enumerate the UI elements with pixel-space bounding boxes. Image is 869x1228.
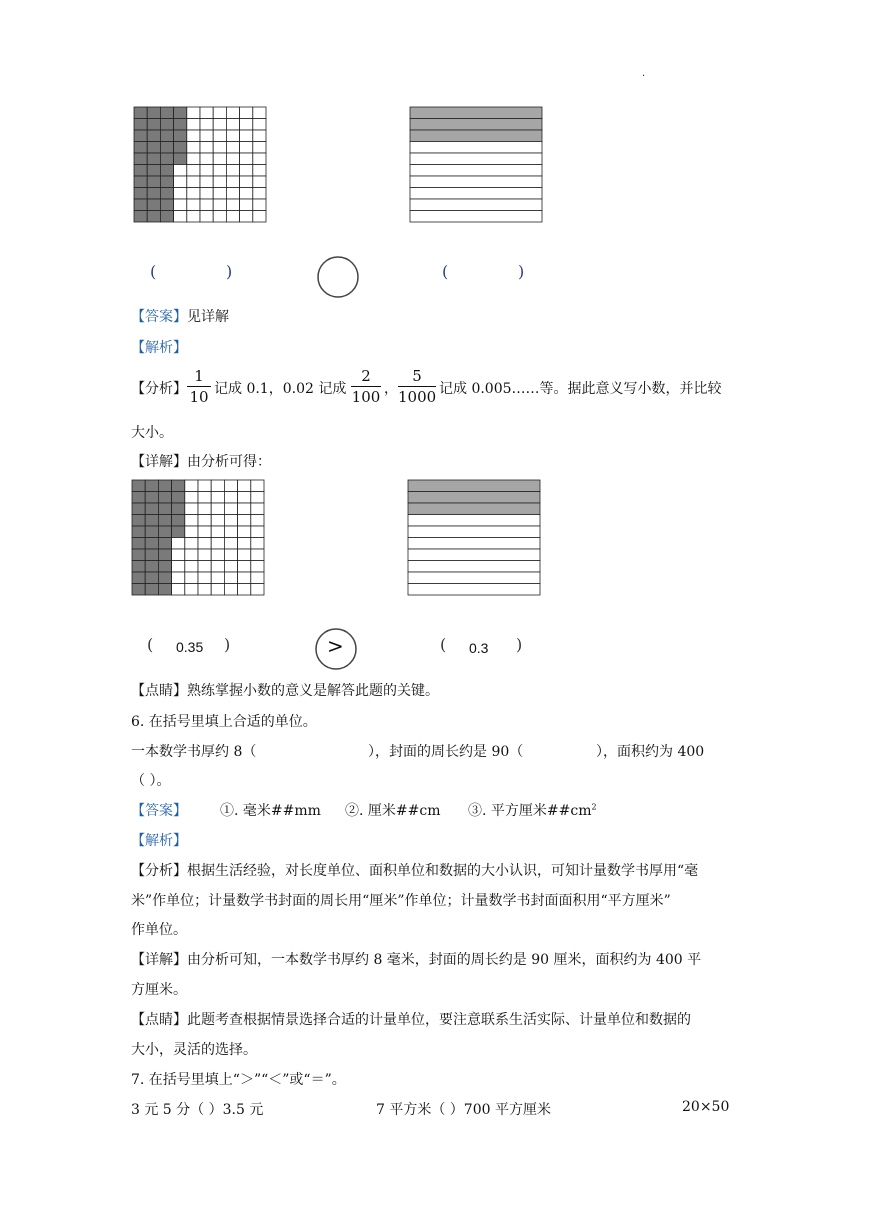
shaded-cell [160, 165, 173, 177]
fenxi-text-3: 记成 0.005……等。据此意义写小数，并比较 [439, 381, 722, 397]
q6-xiangjie-line2: 方厘米。 [131, 982, 187, 998]
grid-cell [253, 199, 266, 211]
shaded-cell [132, 526, 145, 538]
grid-cell [253, 153, 266, 165]
strip [410, 176, 542, 188]
shaded-cell [174, 119, 187, 131]
shaded-cell [134, 119, 147, 131]
shaded-cell [158, 549, 171, 561]
q6-answer-3 [468, 800, 597, 820]
hundred-grid-figure-2 [131, 479, 265, 596]
grid-cell [224, 584, 237, 596]
shaded-cell [158, 561, 171, 573]
grid-cell [198, 515, 211, 527]
q6-analysis-tag: 【解析】 [131, 833, 187, 849]
shaded-strip [410, 119, 542, 131]
strip [408, 515, 540, 527]
shaded-cell [147, 130, 160, 142]
shaded-cell [160, 211, 173, 223]
q6-line2: （ ）。 [131, 773, 171, 789]
grid-cell [253, 176, 266, 188]
grid-cell [226, 199, 239, 211]
shaded-cell [160, 199, 173, 211]
grid-cell [185, 538, 198, 550]
shaded-strip [410, 107, 542, 119]
shaded-cell [134, 211, 147, 223]
shaded-cell [145, 503, 158, 515]
shaded-cell [160, 188, 173, 200]
q6-answer-1: ①. 毫米##mm [220, 803, 321, 819]
fenxi-text-2: ， [384, 381, 398, 397]
grid-cell [253, 142, 266, 154]
q6-fenxi-line3: 作单位。 [131, 922, 187, 938]
grid-cell [200, 176, 213, 188]
shaded-cell [134, 176, 147, 188]
shaded-cell [174, 142, 187, 154]
grid-cell [226, 176, 239, 188]
xiangjie-line [131, 451, 271, 471]
fraction-numerator: 5 [412, 367, 422, 385]
grid-cell [211, 549, 224, 561]
q7-title: 7. 在括号里填上“＞”“＜”或“＝”。 [131, 1072, 346, 1088]
shaded-cell [147, 119, 160, 131]
shaded-strip [408, 492, 540, 504]
shaded-cell [160, 107, 173, 119]
dianjing-text: 熟练掌握小数的意义是解答此题的关键。 [187, 683, 439, 699]
fraction-2-100 [351, 366, 381, 407]
grid-cell [240, 142, 253, 154]
grid-cell [251, 561, 264, 573]
q6-dianjing-line2: 大小，灵活的选择。 [131, 1042, 257, 1058]
grid-cell [238, 584, 251, 596]
grid-cell [238, 515, 251, 527]
shaded-cell [134, 165, 147, 177]
paren-open: ( [150, 262, 157, 281]
q6-dianjing-line1 [131, 1009, 691, 1029]
shaded-cell [134, 188, 147, 200]
grid-cell [213, 107, 226, 119]
fenxi-tag: 【分析】 [131, 863, 187, 879]
fraction-numerator: 1 [194, 367, 204, 385]
shaded-cell [174, 130, 187, 142]
fraction-numerator: 2 [361, 367, 371, 385]
grid-cell [185, 515, 198, 527]
shaded-cell [132, 549, 145, 561]
grid-cell [198, 572, 211, 584]
shaded-cell [134, 199, 147, 211]
grid-cell [238, 503, 251, 515]
grid-cell [198, 538, 211, 550]
grid-cell [187, 165, 200, 177]
grid-cell [224, 561, 237, 573]
grid-cell [174, 188, 187, 200]
grid-cell [174, 165, 187, 177]
xiangjie-tag: 【详解】 [131, 952, 187, 968]
q6-line1c: ），面积约为 400 [596, 744, 705, 760]
grid-cell [174, 211, 187, 223]
fenxi-tag: 【分析】 [131, 381, 187, 397]
grid-cell [226, 211, 239, 223]
strip [410, 165, 542, 177]
hundred-grid-figure-1 [133, 106, 267, 223]
q7-compare-2: 7 平方米（ ）700 平方厘米 [376, 1102, 551, 1118]
grid-cell [174, 176, 187, 188]
shaded-cell [147, 176, 160, 188]
grid-cell [240, 176, 253, 188]
fraction-5-1000 [398, 366, 436, 407]
grid-cell [185, 480, 198, 492]
grid-cell [213, 153, 226, 165]
grid-cell [200, 153, 213, 165]
grid-cell [172, 561, 185, 573]
grid-cell [238, 492, 251, 504]
grid-cell [174, 199, 187, 211]
grid-cell [251, 549, 264, 561]
shaded-cell [132, 503, 145, 515]
shaded-cell [147, 211, 160, 223]
shaded-cell [145, 561, 158, 573]
paren-close: ) [224, 635, 231, 654]
answer-text: 见详解 [187, 309, 229, 325]
shaded-cell [172, 492, 185, 504]
grid-cell [185, 526, 198, 538]
grid-cell [253, 188, 266, 200]
paren-close: ) [226, 262, 233, 281]
grid-cell [224, 538, 237, 550]
q6-fenxi-line2: 米”作单位；计量数学书封面的周长用“厘米”作单位；计量数学书封面面积用“平方厘米” [131, 893, 671, 909]
shaded-cell [147, 165, 160, 177]
grid-cell [211, 503, 224, 515]
grid-cell [211, 480, 224, 492]
shaded-cell [145, 538, 158, 550]
q6-answer-3-text: ③. 平方厘米##cm [468, 803, 592, 819]
grid-cell [251, 492, 264, 504]
grid-cell [187, 130, 200, 142]
grid-cell [251, 584, 264, 596]
grid-cell [224, 492, 237, 504]
grid-cell [240, 199, 253, 211]
shaded-cell [132, 572, 145, 584]
analysis-tag: 【解析】 [131, 340, 187, 356]
strip [408, 584, 540, 596]
shaded-cell [132, 515, 145, 527]
grid-cell [200, 130, 213, 142]
answer-line [131, 306, 229, 326]
shaded-cell [172, 503, 185, 515]
grid-cell [185, 549, 198, 561]
q6-line1b: ），封面的周长约是 90（ [368, 744, 524, 760]
strip [410, 153, 542, 165]
q6-answer-2: ②. 厘米##cm [345, 803, 441, 819]
grid-cell [187, 119, 200, 131]
shaded-cell [158, 526, 171, 538]
grid-cell [211, 538, 224, 550]
grid-cell [240, 153, 253, 165]
grid-cell [213, 165, 226, 177]
grid-cell [238, 572, 251, 584]
grid-cell [224, 572, 237, 584]
shaded-cell [174, 153, 187, 165]
q6-title: 6. 在括号里填上合适的单位。 [131, 714, 317, 730]
grid-cell [226, 130, 239, 142]
shaded-cell [147, 188, 160, 200]
grid-cell [253, 165, 266, 177]
grid-cell [187, 142, 200, 154]
grid-cell [226, 119, 239, 131]
shaded-cell [145, 480, 158, 492]
grid-cell [213, 130, 226, 142]
grid-cell [251, 526, 264, 538]
grid-cell [253, 119, 266, 131]
shaded-cell [160, 119, 173, 131]
grid-cell [224, 526, 237, 538]
grid-cell [198, 584, 211, 596]
grid-cell [200, 142, 213, 154]
shaded-cell [134, 142, 147, 154]
grid-cell [172, 538, 185, 550]
strip [410, 142, 542, 154]
grid-cell [200, 119, 213, 131]
xiangjie-text: 由分析可知，一本数学书厚约 8 毫米，封面的周长约是 90 厘米，面积约为 400 平 [187, 952, 702, 968]
tenths-strip-figure-2 [407, 479, 541, 596]
dianjing-text: 此题考查根据情景选择合适的计量单位，要注意联系生活实际、计量单位和数据的 [187, 1012, 691, 1028]
shaded-cell [172, 526, 185, 538]
paren-close: ) [516, 635, 523, 654]
paren-close: ) [518, 262, 525, 281]
shaded-strip [410, 130, 542, 142]
grid-cell [185, 492, 198, 504]
grid-cell [240, 188, 253, 200]
shaded-strip [408, 480, 540, 492]
grid-cell [224, 549, 237, 561]
grid-cell [187, 199, 200, 211]
shaded-cell [134, 107, 147, 119]
dianjing-tag: 【点睛】 [131, 683, 187, 699]
grid-cell [253, 211, 266, 223]
dianjing-line [131, 680, 439, 700]
grid-cell [211, 492, 224, 504]
grid-cell [198, 480, 211, 492]
q6-xiangjie-line1 [131, 949, 701, 969]
shaded-cell [145, 584, 158, 596]
shaded-cell [158, 584, 171, 596]
shaded-cell [158, 515, 171, 527]
strip [410, 188, 542, 200]
shaded-cell [132, 492, 145, 504]
shaded-cell [160, 130, 173, 142]
fraction-denominator: 100 [351, 388, 381, 406]
shaded-cell [158, 503, 171, 515]
answer-value-right: 0.3 [469, 640, 489, 656]
grid-cell [213, 142, 226, 154]
shaded-cell [160, 142, 173, 154]
grid-cell [240, 211, 253, 223]
grid-cell [226, 107, 239, 119]
shaded-cell [134, 153, 147, 165]
grid-cell [211, 515, 224, 527]
grid-cell [224, 515, 237, 527]
grid-cell [200, 165, 213, 177]
grid-cell [251, 480, 264, 492]
grid-cell [238, 561, 251, 573]
shaded-cell [145, 572, 158, 584]
shaded-cell [145, 515, 158, 527]
grid-cell [185, 503, 198, 515]
shaded-cell [158, 538, 171, 550]
grid-cell [200, 107, 213, 119]
grid-cell [238, 526, 251, 538]
grid-cell [198, 492, 211, 504]
shaded-cell [147, 199, 160, 211]
grid-cell [240, 107, 253, 119]
grid-cell [185, 584, 198, 596]
dianjing-tag: 【点睛】 [131, 1012, 187, 1028]
strip [410, 211, 542, 223]
grid-cell [238, 480, 251, 492]
answer-tag: 【答案】 [131, 309, 187, 325]
shaded-cell [172, 515, 185, 527]
shaded-cell [160, 176, 173, 188]
shaded-cell [132, 538, 145, 550]
grid-cell [198, 561, 211, 573]
grid-cell [198, 503, 211, 515]
fraction-denominator: 10 [189, 388, 209, 406]
grid-cell [211, 526, 224, 538]
strip [410, 199, 542, 211]
grid-cell [172, 549, 185, 561]
grid-cell [211, 584, 224, 596]
grid-cell [224, 503, 237, 515]
grid-cell [251, 503, 264, 515]
grid-cell [213, 211, 226, 223]
shaded-cell [145, 492, 158, 504]
shaded-cell [145, 549, 158, 561]
grid-cell [226, 153, 239, 165]
tenths-strip-figure-1 [409, 106, 543, 223]
grid-cell [213, 199, 226, 211]
shaded-cell [160, 153, 173, 165]
grid-cell [213, 188, 226, 200]
grid-cell [198, 549, 211, 561]
grid-cell [187, 188, 200, 200]
shaded-cell [145, 526, 158, 538]
grid-cell [187, 153, 200, 165]
grid-cell [187, 211, 200, 223]
grid-cell [172, 584, 185, 596]
grid-cell [238, 538, 251, 550]
shaded-cell [132, 561, 145, 573]
grid-cell [226, 165, 239, 177]
grid-cell [226, 142, 239, 154]
q7-compare-1: 3 元 5 分（ ）3.5 元 [131, 1102, 264, 1118]
shaded-cell [158, 572, 171, 584]
q6-fenxi-line1 [131, 860, 698, 880]
paren-open: ( [440, 635, 447, 654]
paren-open: ( [147, 635, 154, 654]
xiangjie-tag: 【详解】 [131, 454, 187, 470]
shaded-strip [408, 503, 540, 515]
shaded-cell [172, 480, 185, 492]
grid-cell [200, 188, 213, 200]
fraction-1-10 [187, 366, 211, 407]
shaded-cell [158, 492, 171, 504]
fraction-denominator: 1000 [398, 388, 437, 406]
grid-cell [187, 107, 200, 119]
paren-open: ( [442, 262, 449, 281]
grid-cell [200, 211, 213, 223]
grid-cell [253, 130, 266, 142]
grid-cell [251, 515, 264, 527]
xiangjie-text: 由分析可得： [187, 454, 271, 470]
grid-cell [211, 572, 224, 584]
answer-tag: 【答案】 [131, 803, 187, 819]
strip [408, 561, 540, 573]
q6-line1a: 一本数学书厚约 8（ [131, 744, 257, 760]
fenxi-text-4: 大小。 [131, 425, 173, 441]
strip [408, 538, 540, 550]
compare-circle-empty [316, 255, 360, 299]
grid-cell [251, 538, 264, 550]
shaded-cell [158, 480, 171, 492]
grid-cell [240, 130, 253, 142]
grid-cell [251, 572, 264, 584]
q6-answer-line [131, 800, 187, 820]
compare-symbol: > [327, 634, 344, 658]
header-dot: . [642, 68, 646, 79]
shaded-cell [174, 107, 187, 119]
grid-cell [226, 188, 239, 200]
grid-cell [240, 119, 253, 131]
grid-cell [198, 526, 211, 538]
shaded-cell [147, 153, 160, 165]
shaded-cell [147, 107, 160, 119]
shaded-cell [132, 480, 145, 492]
grid-cell [172, 572, 185, 584]
q7-compare-3: 20×50 [682, 1099, 730, 1115]
shaded-cell [134, 130, 147, 142]
fenxi-text-1: 记成 0.1，0.02 记成 [214, 381, 347, 397]
strip [408, 526, 540, 538]
grid-cell [213, 176, 226, 188]
grid-cell [240, 165, 253, 177]
strip [408, 572, 540, 584]
grid-cell [187, 176, 200, 188]
grid-cell [185, 561, 198, 573]
grid-cell [200, 199, 213, 211]
answer-value-left: 0.35 [176, 639, 204, 655]
grid-cell [224, 480, 237, 492]
shaded-cell [132, 584, 145, 596]
shaded-cell [147, 142, 160, 154]
strip [408, 549, 540, 561]
grid-cell [211, 561, 224, 573]
grid-cell [238, 549, 251, 561]
grid-cell [213, 119, 226, 131]
superscript-2: 2 [591, 802, 597, 812]
fenxi-text: 根据生活经验，对长度单位、面积单位和数据的大小认识，可知计量数学书厚用“毫 [187, 863, 699, 879]
grid-cell [185, 572, 198, 584]
grid-cell [253, 107, 266, 119]
